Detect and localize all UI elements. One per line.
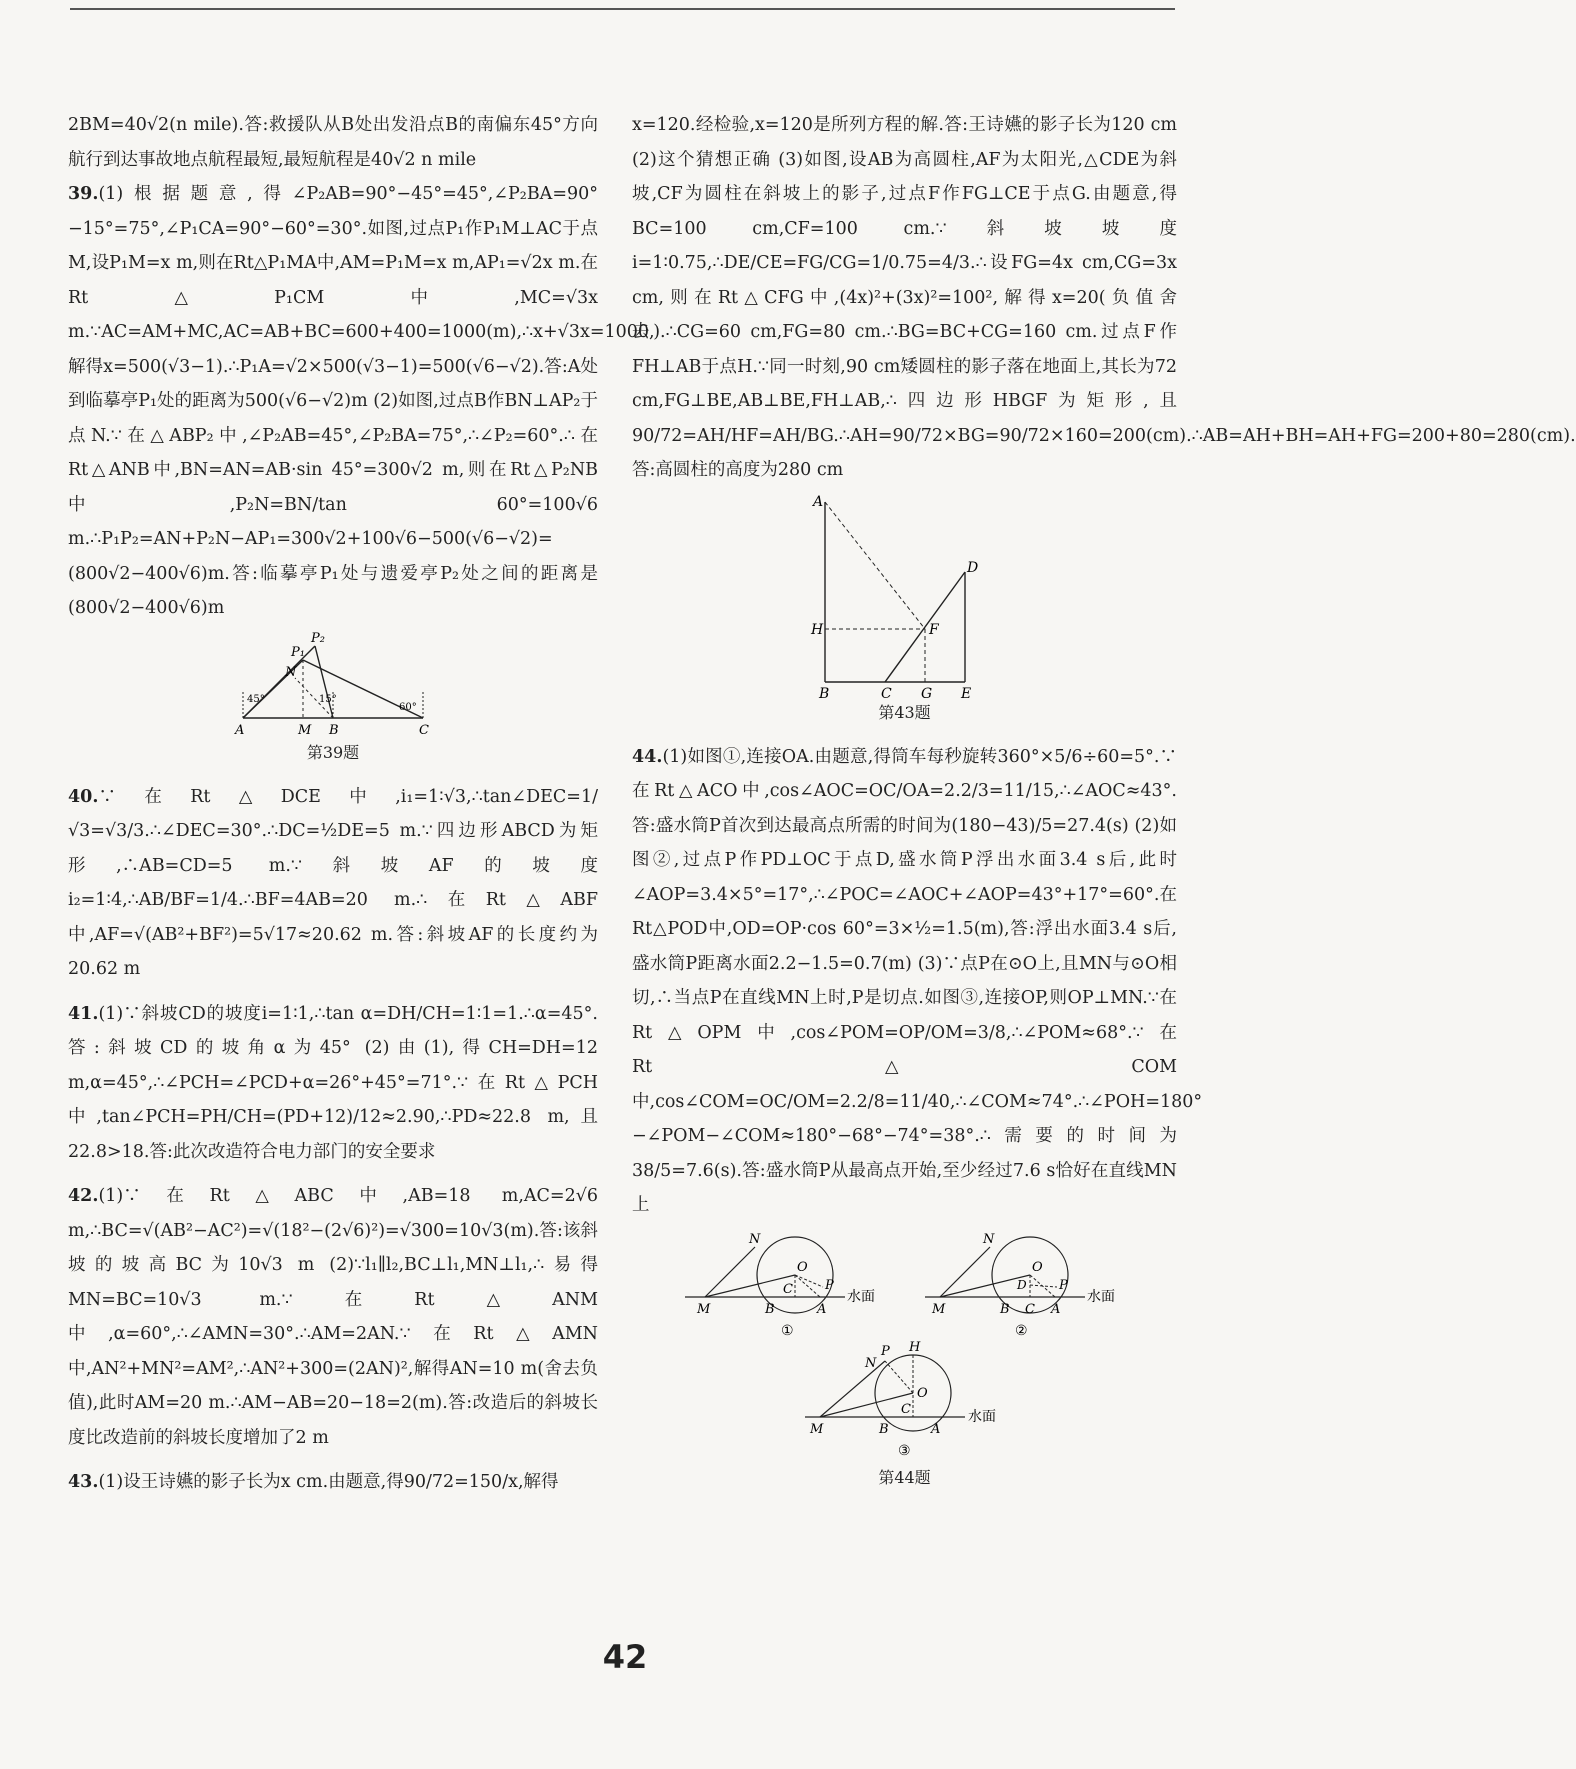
fig44-1-label-O: O [796, 1259, 808, 1275]
fig44-3-label-P: P [880, 1343, 890, 1359]
fig39-angle-15: 15° [319, 693, 337, 705]
answer-43-start [68, 1465, 598, 1500]
fig43-label-H: H [810, 621, 823, 638]
figure-43-caption: 第43题 [878, 702, 931, 722]
fig39-angle-60: 60° [399, 701, 417, 713]
fig44-1-label-A: A [816, 1301, 826, 1317]
figure-39 [233, 630, 433, 764]
figure-44 [685, 1227, 1125, 1489]
answer-40-text: ∵在Rt△DCE中,i₁=1∶√3,∴tan∠DEC=1/√3=√3/3.∴∠DEC=30°.∴DC=½DE=5 m.∵四边形ABCD为矩形,∴AB=CD=5 m.∵斜坡AF的坡度i₂=1∶4,∴AB/BF=1/4.∴BF=4AB=20 m.∴在Rt△ABF中,AF=√(AB²+BF²)=5√17≈20.62 m.答:斜坡AF的长度约为20.62 m [68, 786, 598, 979]
answer-44 [632, 740, 1203, 1223]
answer-41 [68, 997, 598, 1170]
figure-43 [795, 492, 1015, 724]
answer-40 [68, 780, 598, 987]
fig44-1-label-N: N [748, 1231, 760, 1247]
fig44-3-label-C: C [900, 1401, 911, 1417]
fig44-1-label-M: M [696, 1301, 710, 1317]
answer-42-number: 42. [68, 1186, 99, 1206]
fig44-2-label-C: C [1024, 1301, 1035, 1317]
fig44-2-label-M: M [931, 1301, 945, 1317]
fig44-3-label-B: B [878, 1421, 889, 1437]
figure-39-diagram [233, 630, 433, 742]
fig44-1-number: ① [780, 1322, 794, 1339]
fig44-3-label-A: A [930, 1421, 940, 1437]
answer-39-text: (1)根据题意,得∠P₂AB=90°−45°=45°,∠P₂BA=90°−15°=75°,∠P₁CA=90°−60°=30°.如图,过点P₁作P₁M⊥AC于点M,设P₁M=x m,则在Rt△P₁MA中,AM=P₁M=x m,AP₁=√2x m.在Rt△P₁CM中,MC=√3x m.∵AC=AM+MC,AC=AB+BC=600+400=1000(m),∴x+√3x=1000,解得x=500(√3−1).∴P₁A=√2×500(√3−1)=500(√6−√2).答:A处到临摹亭P₁处的距离为500(√6−√2)m (2)如图,过点B作BN⊥AP₂于点N.∵在△ABP₂中,∠P₂AB=45°,∠P₂BA=75°,∴∠P₂=60°.∴在Rt△ANB中,BN=AN=AB·sin 45°=300√2 m,则在Rt△P₂NB中,P₂N=BN/tan 60°=100√6 m.∴P₁P₂=AN+P₂N−AP₁=300√2+100√6−500(√6−√2)=(800√2−400√6)m.答:临摹亭P₁处与遗爱亭P₂处之间的距离是(800√2−400√6)m [68, 184, 655, 618]
answer-42-text: (1)∵在Rt△ABC中,AB=18 m,AC=2√6 m,∴BC=√(AB²−AC²)=√(18²−(2√6)²)=√300=10√3(m).答:该斜坡的坡高BC为10√3 m (2)∵l₁∥l₂,BC⊥l₁,MN⊥l₁,∴易得MN=BC=10√3 m.∵在Rt△ANM中,α=60°,∴∠AMN=30°.∴AM=2AN.∵在Rt△AMN中,AN²+MN²=AM²,∴AN²+300=(2AN)²,解得AN=10 m(舍去负值),此时AM=20 m.∴AM−AB=20−18=2(m).答:改造后的斜坡长度比改造前的斜坡长度增加了2 m [68, 1186, 598, 1448]
answer-39 [68, 177, 655, 626]
fig44-3-number: ③ [897, 1442, 911, 1459]
fig44-2-label-N: N [982, 1231, 994, 1247]
fig44-2-label-A: A [1050, 1301, 1060, 1317]
fig43-label-F: F [928, 621, 939, 638]
answer-43-start-text: (1)设王诗嬿的影子长为x cm.由题意,得90/72=150/x,解得 [98, 1472, 559, 1492]
fig44-3-label-H: H [908, 1339, 920, 1355]
fig44-2-label-P: P [1058, 1277, 1068, 1293]
fig44-3-water-label: 水面 [967, 1408, 996, 1425]
fig44-2-water-label: 水面 [1086, 1288, 1115, 1305]
answer-43-number: 43. [68, 1472, 99, 1492]
fig44-3-label-N: N [864, 1355, 876, 1371]
fig44-1-label-C: C [782, 1281, 793, 1297]
fig39-label-N: N [285, 664, 297, 680]
fig43-label-D: D [966, 559, 978, 576]
fig44-1-label-P: P [824, 1277, 834, 1293]
answer-39-number: 39. [68, 184, 99, 204]
fig39-label-A: A [235, 722, 245, 738]
fig43-label-B: B [818, 685, 829, 702]
fig44-2-label-B: B [999, 1301, 1010, 1317]
figure-39-caption: 第39题 [306, 742, 360, 762]
fig43-label-G: G [920, 685, 932, 702]
fig39-label-P2: P₂ [311, 630, 325, 646]
answer-40-number: 40. [68, 786, 99, 807]
fig44-1-water-label: 水面 [846, 1288, 875, 1305]
fig44-2-label-D: D [1016, 1277, 1027, 1292]
answer-38-tail: 2BM=40√2(n mile).答:救援队从B处出发沿点B的南偏东45°方向航行到达事故地点航程最短,最短航程是40√2 n mile [68, 115, 598, 170]
right-column [632, 108, 1576, 1495]
fig44-3-label-M: M [809, 1421, 823, 1437]
fig39-label-P1: P₁ [291, 644, 305, 660]
figure-43-diagram [795, 492, 1015, 702]
fig44-2-number: ② [1014, 1322, 1028, 1339]
fig39-label-M: M [298, 722, 312, 738]
answer-43-continued: x=120.经检验,x=120是所列方程的解.答:王诗嬿的影子长为120 cm (2)这个猜想正确 (3)如图,设AB为高圆柱,AF为太阳光,△CDE为斜坡,CF为圆柱在斜坡上的影子,过点F作FG⊥CE于点G.由题意,得BC=100 cm,CF=100 cm.∵斜坡坡度i=1∶0.75,∴DE/CE=FG/CG=1/0.75=4/3.∴设FG=4x cm,CG=3x cm,则在Rt△CFG中,(4x)²+(3x)²=100²,解得x=20(负值舍去).∴CG=60 cm,FG=80 cm.∴BG=BC+CG=160 cm.过点F作FH⊥AB于点H.∵同一时刻,90 cm矮圆柱的影子落在地面上,其长为72 cm,FG⊥BE,AB⊥BE,FH⊥AB,∴四边形HBGF为矩形,且90/72=AH/HF=AH/BG.∴AH=90/72×BG=90/72×160=200(cm).∴AB=AH+BH=AH+FG=200+80=280(cm).答:高圆柱的高度为280 cm [632, 115, 1576, 480]
fig43-label-E: E [960, 685, 971, 702]
answer-41-number: 41. [68, 1003, 99, 1024]
fig44-2-label-O: O [1031, 1259, 1043, 1275]
fig44-1-label-B: B [764, 1301, 775, 1317]
figure-44-diagram [685, 1227, 1125, 1467]
fig43-label-A: A [812, 493, 823, 510]
top-rule [70, 8, 1175, 10]
fig43-label-C: C [880, 685, 892, 702]
figure-44-caption: 第44题 [878, 1467, 931, 1487]
answer-42 [68, 1179, 598, 1455]
fig39-label-C: C [419, 722, 429, 738]
fig44-3-label-O: O [916, 1385, 928, 1401]
answer-44-text: (1)如图①,连接OA.由题意,得筒车每秒旋转360°×5/6÷60=5°.∵在Rt△ACO中,cos∠AOC=OC/OA=2.2/3=11/15,∴∠AOC≈43°.答:盛水筒P首次到达最高点所需的时间为(180−43)/5=27.4(s) (2)如图②,过点P作PD⊥OC于点D,盛水筒P浮出水面3.4 s后,此时∠AOP=3.4×5°=17°,∴∠POC=∠AOC+∠AOP=43°+17°=60°.在Rt△POD中,OD=OP·cos 60°=3×½=1.5(m),答:浮出水面3.4 s后,盛水筒P距离水面2.2−1.5=0.7(m) (3)∵点P在⊙O上,且MN与⊙O相切,∴当点P在直线MN上时,P是切点.如图③,连接OP,则OP⊥MN.∵在Rt△OPM中,cos∠POM=OP/OM=3/8,∴∠POM≈68°.∵在Rt△COM中,cos∠COM=OC/OM=2.2/8=11/40,∴∠COM≈74°.∴∠POH=180°−∠POM−∠COM≈180°−68°−74°=38°.∴需要的时间为38/5=7.6(s).答:盛水筒P从最高点开始,至少经过7.6 s恰好在直线MN上 [632, 746, 1203, 1215]
answer-41-text: (1)∵斜坡CD的坡度i=1∶1,∴tan α=DH/CH=1∶1=1.∴α=45°.答:斜坡CD的坡角α为45° (2)由(1),得CH=DH=12 m,α=45°,∴∠PCH=∠PCD+α=26°+45°=71°.∵在Rt△PCH中,tan∠PCH=PH/CH=(PD+12)/12≈2.90,∴PD≈22.8 m,且22.8>18.答:此次改造符合电力部门的安全要求 [68, 1003, 598, 1162]
fig39-angle-45: 45° [247, 693, 265, 705]
page-number: 42 [602, 1638, 648, 1676]
fig39-label-B: B [329, 722, 339, 738]
answer-44-number: 44. [632, 746, 663, 767]
